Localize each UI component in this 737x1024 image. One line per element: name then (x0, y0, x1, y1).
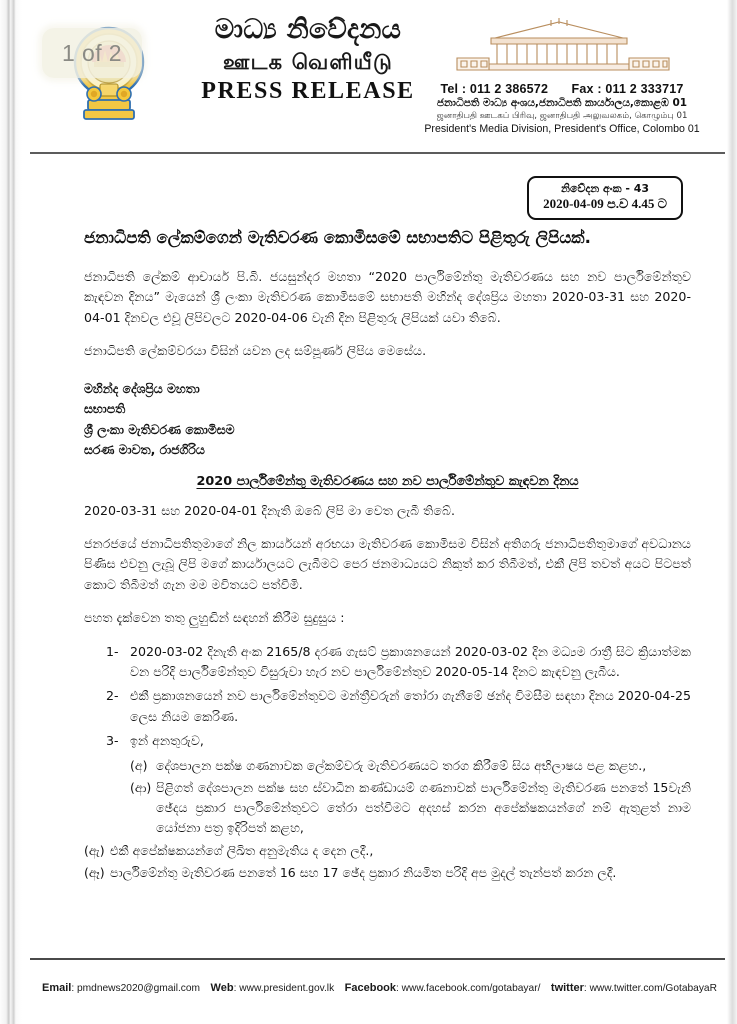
sub-list-item (84, 778, 691, 839)
footer-email (42, 982, 200, 994)
fax-label: Fax (571, 82, 594, 96)
recipient-name: මහින්ද දේශප්‍රිය මහතා (84, 381, 200, 397)
fax-value: : 011 2 333717 (597, 82, 684, 96)
sub-list-item-marker: (ඈ) (84, 864, 105, 880)
sub-list-item (84, 841, 691, 861)
footer-web (211, 982, 335, 994)
scan-edge-left (0, 0, 22, 1024)
second-paragraph: ජනාධිපති ලේකම්වරයා විසින් යවන ලද සම්පූර්ණ ලිපිය මෙසේය. (84, 342, 427, 358)
parliament-building-icon (437, 18, 687, 80)
page-title: ජනාධිපති ලේකම්ගෙන් මැතිවරණ කොමිසමේ සභාපතිට පිළිතුරු ලිපියක්. (84, 228, 591, 247)
recipient-designation: සභාපති (84, 401, 126, 417)
letter-body-paragraph-2: ජනරජයේ ජනාධිපතිතුමාගේ නිල කාර්යයන් අරභයා මැතිවරණ කොමිසම විසින් අතිගරු ජනාධිපතිතුමාගේ අවධානය පිණිස එවනු ලැබූ ලිපි මගේ කාර්යාලයට ලැබීමට පෙර ජනමාධ්‍යයට නිකුත් කර තිබීමත්, එකී ලිපි තවත් අයට පිටපත් කොට තිබීමත් ගැන මම මවිතයට පත්වීමි. (84, 536, 691, 592)
sub-list-item-text: පාර්ලිමේන්තු මැතිවරණ පනතේ 16 සහ 17 ඡේද ප්‍රකාර නියමිත පරිදි අප මුදල් තැන්පත් කරන ලදී. (110, 864, 617, 880)
footer-twitter-value: : www.twitter.com/GotabayaR (583, 983, 717, 994)
tel-label: Tel (440, 82, 459, 96)
header-divider (30, 152, 725, 154)
list-item (84, 642, 691, 683)
numbered-list (84, 642, 691, 752)
release-number: නිවේදන අංක - 43 (561, 182, 650, 195)
sub-list-item-marker: (ඇ) (84, 842, 105, 858)
list-item-marker: 1- (106, 643, 119, 659)
footer-facebook (345, 982, 541, 994)
sub-list-item-marker: (ආ) (130, 779, 152, 795)
brand-wordmark (158, 14, 458, 105)
sub-list-item-text: එකී අපේක්ෂකයන්ගේ ලිඛිත අනුමැතිය ද දෙන ලදී., (110, 842, 374, 858)
document-body (84, 226, 691, 885)
recipient-address: සරණ මාවත, රාජගිරිය (84, 441, 205, 457)
footer-web-value: : www.president.gov.lk (233, 983, 335, 994)
brand-title-tamil: ஊடக வெளியீடு (223, 49, 393, 74)
footer-email-value: : pmdnews2020@gmail.com (71, 983, 201, 994)
footer-divider (30, 958, 725, 960)
sub-list-item (84, 863, 691, 883)
intro-paragraph: ජනාධිපති ලේකම් ආචාර්ය පි.බි. ජයසුන්දර මහතා “2020 පාර්ලිමේන්තු මැතිවරණය සහ නව පාර්ලිමේන්තුව කැඳවන දිනය” මැයෙන් ශ්‍රී ලංකා මැතිවරණ කොමිසමේ සභාපති මහින්ද දේශප්‍රිය මහතා 2020-03-31 සහ 2020-04-01 දිනවල එවූ ලිපිවලට 2020-04-06 වැනි දින පිළිතුරු ලිපියක් යවා තිබේ. (84, 268, 691, 325)
footer-facebook-label: Facebook (344, 982, 397, 994)
sub-list-item-text: පිළිගත් දේශපාලන පක්ෂ සහ ස්වාධීන කණ්ඩායම් ගණනාවක් පාර්ලිමේන්තු මැතිවරණ පනතේ 15වැනි ඡේදය ප්‍රකාර පාර්ලිමේන්තුවට තේරා පත්වීමට අදහස් කරන අපේක්ෂකයන්ගේ නම් ඇතුළත් නාම යෝජනා පත්‍ර ඉදිරිපත් කළහ, (156, 779, 691, 836)
tel-value: : 011 2 386572 (461, 82, 549, 96)
footer-email-label: Email (42, 982, 72, 994)
release-datetime: 2020-04-09 ප.ව 4.45 ට (543, 196, 667, 212)
document-sheet (26, 0, 727, 1024)
recipient-organization: ශ්‍රී ලංකා මැතිවරණ කොමිසම (84, 421, 235, 437)
brand-title-sinhala: මාධ්‍ය නිවේදනය (214, 14, 402, 45)
brand-title-english: PRESS RELEASE (201, 78, 415, 105)
letter-subject-line: 2020 පාර්ලිමේන්තු මැතිවරණය සහ නව පාර්ලිමේන්තුව කැඳවන දිනය (196, 473, 579, 489)
list-item (84, 731, 691, 751)
page-counter-badge: 1 of 2 (42, 28, 142, 78)
sub-list-item-text: දේශපාලන පක්ෂ ගණනාවක ලේකම්වරු මැතිවරණයට තරග කිරීමේ සිය අභිලාෂය පළ කළහ., (156, 757, 647, 773)
sub-list-item-marker: (අ) (130, 757, 148, 773)
sub-list-item (84, 756, 691, 776)
header-address-english: President's Media Division, President's Office, Colombo 01 (424, 123, 700, 135)
footer-web-label: Web (210, 982, 234, 994)
list-item-text: එකී ප්‍රකාශනයෙන් නව පාර්ලිමේන්තුවට මන්ත්‍රීවරුන් තෝරා ගැනීමේ ඡන්ද විමසීම සඳහා දිනය 2020-04-25 ලෙස නියම කෙරිණ. (130, 688, 691, 724)
release-reference-box (527, 176, 683, 220)
list-item-marker: 2- (106, 688, 119, 704)
letter-body-paragraph-1: 2020-03-31 සහ 2020-04-01 දිනැති ඔබේ ලිපි මා වෙත ලැබී තිබේ. (84, 502, 455, 518)
header-contact-block (417, 18, 707, 135)
header-address-tamil: ஜனாதிபதி ஊடகப் பிரிவு, ஜனாதிபதி அலுவலகம், கொழும்பு 01 (436, 111, 688, 121)
list-item-marker: 3- (106, 733, 119, 749)
list-item (84, 686, 691, 727)
header-tel-fax-line (417, 82, 707, 96)
footer-facebook-value: : www.facebook.com/gotabayar/ (396, 983, 541, 994)
footer-twitter (551, 982, 717, 994)
sub-list (84, 756, 691, 884)
letter-recipient-block (84, 379, 691, 459)
scan-edge-right (727, 0, 737, 1024)
document-footer (42, 982, 717, 994)
header-address-sinhala: ජනාධිපති මාධ්‍ය අංශය,ජනාධිපති කාර්යාලය,කොළඹ 01 (436, 97, 688, 109)
footer-twitter-label: twitter (550, 982, 584, 994)
list-item-text: ඉන් අනතුරුව, (130, 733, 204, 749)
list-intro-text: පහත දැක්වෙන තතු ලුහුඬින් සඳහන් කිරීම සුදුසුය : (84, 610, 345, 626)
list-item-text: 2020-03-02 දිනැති අංක 2165/8 දරණ ගැසට් ප්‍රකාශනයෙන් 2020-03-02 දින මධ්‍යම රාත්‍රී සිට ක්‍රියාත්මක වන පරිදි පාර්ලිමේන්තුව විසුරුවා හැර නව පාර්ලිමේන්තුව 2020-05-14 දිනට කැඳවනු ලැබීය. (130, 643, 691, 680)
